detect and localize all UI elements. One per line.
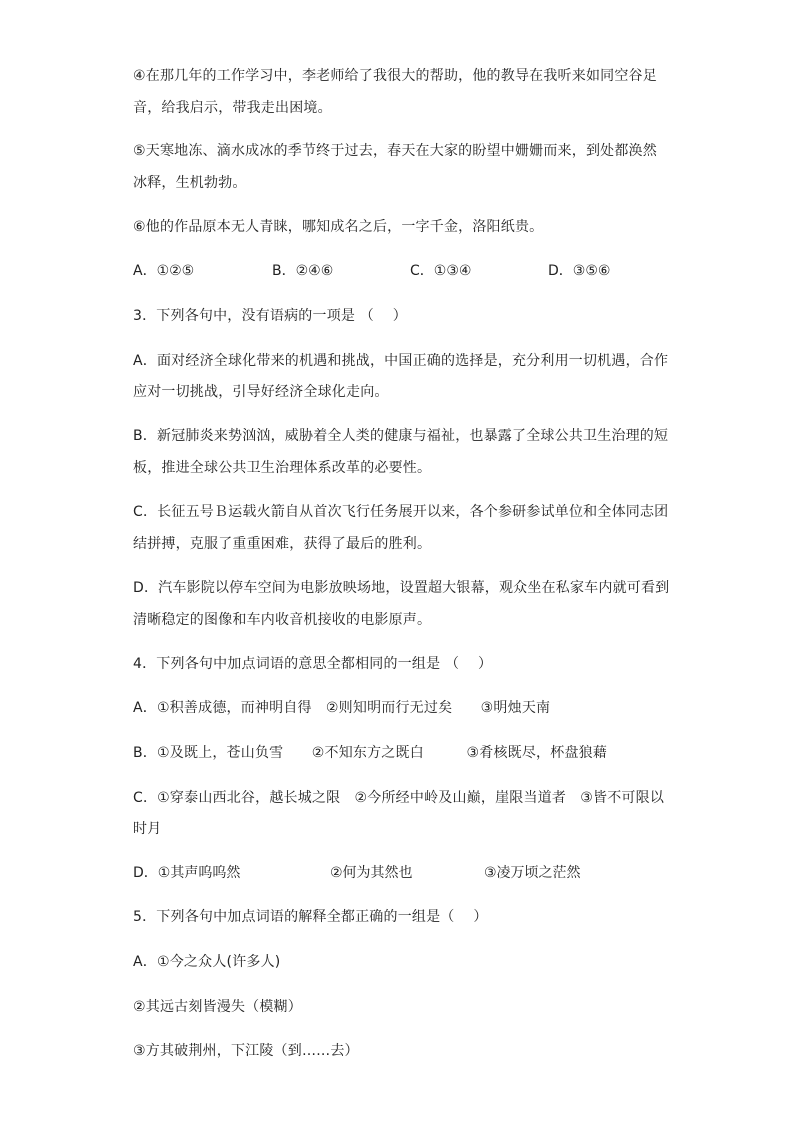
question-5: 5．下列各句中加点词语的解释全都正确的一组是（ ） xyxy=(133,909,488,925)
q4-option-c-line-1: C．①穿泰山西北谷，越长城之限 ②今所经中岭及山巅，崖限当道者 ③皆不可限以 xyxy=(133,790,665,806)
sentence-6: ⑥他的作品原本无人青睐，哪知成名之后，一字千金，洛阳纸贵。 xyxy=(133,219,544,235)
q4-option-c-line-2: 时月 xyxy=(133,821,162,837)
q4-option-a: A．①积善成德，而神明自得 ②则知明而行无过矣 ③明烛天南 xyxy=(133,700,551,716)
q3-option-d-line-2: 清晰稳定的图像和车内收音机接收的电影原声。 xyxy=(133,612,432,628)
q4-option-b: B．①及既上，苍山负雪 ②不知东方之既白 ③肴核既尽，杯盘狼藉 xyxy=(133,745,608,761)
q4-option-d-part-3: ③凌万顷之茫然 xyxy=(484,865,581,881)
q5-option-a-item-1: A．①今之众人(许多人) xyxy=(133,954,281,970)
question-4: 4．下列各句中加点词语的意思全都相同的一组是 （ ） xyxy=(133,656,493,672)
q3-option-a-line-1: A．面对经济全球化带来的机遇和挑战，中国正确的选择是，充分利用一切机遇，合作 xyxy=(133,353,669,369)
q3-option-c-line-2: 结拼搏，克服了重重困难，获得了最后的胜利。 xyxy=(133,536,432,552)
q3-option-c-line-1: C．长征五号Ｂ运载火箭自从首次飞行任务展开以来，各个参研参试单位和全体同志团 xyxy=(133,504,669,520)
q4-option-d-part-1: D．①其声呜呜然 xyxy=(133,865,241,881)
q3-option-a-line-2: 应对一切挑战，引导好经济全球化走向。 xyxy=(133,384,389,400)
q5-option-a-item-3: ③方其破荆州，下江陵（到……去） xyxy=(133,1043,359,1059)
q5-option-a-item-2: ②其远古刻皆漫失（模糊） xyxy=(133,999,302,1015)
sentence-4-line-1: ④在那几年的工作学习中，李老师给了我很大的帮助，他的教导在我听来如同空谷足 xyxy=(133,68,657,84)
question-3: 3．下列各句中，没有语病的一项是 （ ） xyxy=(133,308,408,324)
q4-option-d-part-2: ②何为其然也 xyxy=(330,865,413,881)
q2-option-c: C．①③④ xyxy=(410,263,472,279)
q3-option-b-line-2: 板，推进全球公共卫生治理体系改革的必要性。 xyxy=(133,460,432,476)
sentence-5-line-2: 冰释，生机勃勃。 xyxy=(133,175,247,191)
sentence-4-line-2: 音，给我启示，带我走出困境。 xyxy=(133,100,332,116)
q3-option-d-line-1: D．汽车影院以停车空间为电影放映场地，设置超大银幕，观众坐在私家车内就可看到 xyxy=(133,580,670,596)
q2-option-b: B．②④⑥ xyxy=(272,263,334,279)
q2-option-d: D．③⑤⑥ xyxy=(548,263,611,279)
sentence-5-line-1: ⑤天寒地冻、滴水成冰的季节终于过去，春天在大家的盼望中姗姗而来，到处都涣然 xyxy=(133,143,657,159)
q2-option-a: A．①②⑤ xyxy=(133,263,195,279)
q3-option-b-line-1: B．新冠肺炎来势汹汹，威胁着全人类的健康与福祉，也暴露了全球公共卫生治理的短 xyxy=(133,428,669,444)
